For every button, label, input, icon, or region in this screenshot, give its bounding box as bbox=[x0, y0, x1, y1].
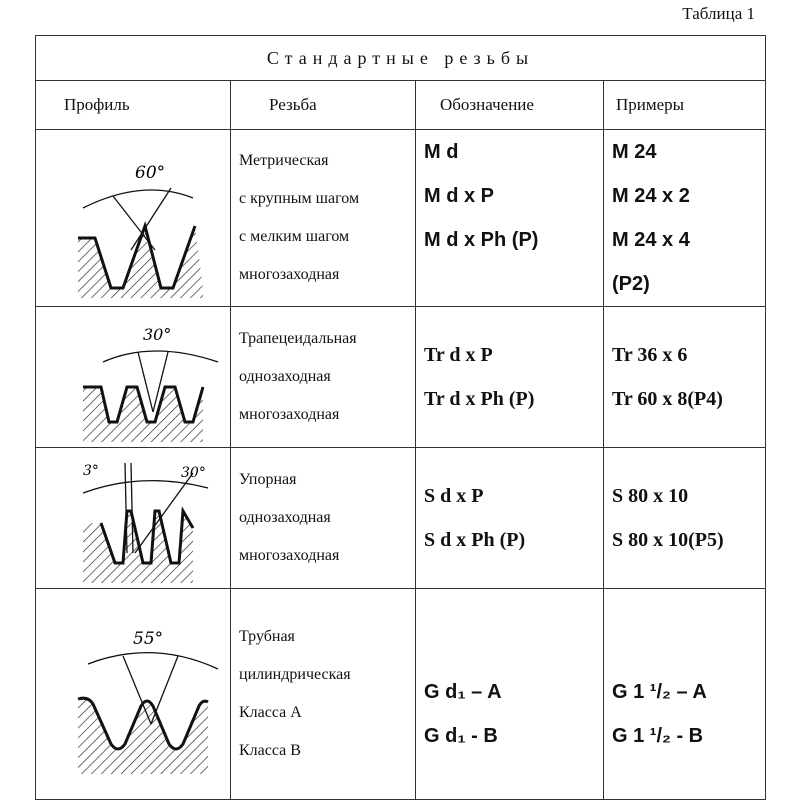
example: M 24 x 4 bbox=[612, 229, 690, 251]
example-cell bbox=[604, 130, 766, 307]
example-cell bbox=[604, 448, 766, 589]
thread-variant: многозаходная bbox=[239, 266, 340, 283]
table-row-trapezoidal bbox=[36, 307, 766, 448]
designation-cell bbox=[416, 130, 604, 307]
designation-cell bbox=[416, 448, 604, 589]
thread-variant: с крупным шагом bbox=[239, 190, 360, 207]
designation-cell bbox=[416, 307, 604, 448]
example: G 1 ¹/₂ - B bbox=[612, 725, 704, 747]
designation: S d x Ph (P) bbox=[424, 529, 526, 551]
thread-variant: однозаходная bbox=[239, 509, 331, 526]
header-thread: Резьба bbox=[231, 81, 416, 130]
example: M 24 bbox=[612, 141, 657, 163]
thread-name: Трапецеидальная bbox=[239, 330, 357, 347]
thread-variant: многозаходная bbox=[239, 406, 340, 423]
angle-label-left: 3° bbox=[83, 463, 99, 479]
example: Tr 36 x 6 bbox=[612, 344, 688, 366]
thread-variant: многозаходная bbox=[239, 547, 340, 564]
designation: M d x Ph (P) bbox=[424, 229, 539, 251]
header-examples: Примеры bbox=[604, 81, 766, 130]
table-row-pipe bbox=[36, 589, 766, 800]
thread-name: Метрическая bbox=[239, 152, 329, 169]
header-profile: Профиль bbox=[36, 81, 231, 130]
thread-name-cell bbox=[231, 307, 416, 448]
header-designation: Обозначение bbox=[416, 81, 604, 130]
designation: M d x P bbox=[424, 185, 495, 207]
example: S 80 x 10(P5) bbox=[612, 529, 724, 551]
threads-table bbox=[35, 35, 766, 800]
example: Tr 60 x 8(P4) bbox=[612, 388, 723, 410]
designation: Tr d x Ph (P) bbox=[424, 388, 535, 410]
example: G 1 ¹/₂ – A bbox=[612, 681, 707, 703]
designation-cell bbox=[416, 589, 604, 800]
designation: Tr d x P bbox=[424, 344, 493, 366]
designation: G d₁ – A bbox=[424, 681, 502, 703]
example: (P2) bbox=[612, 273, 650, 295]
thread-variant: цилиндрическая bbox=[239, 666, 351, 683]
thread-name-cell bbox=[231, 589, 416, 800]
table-row-buttress bbox=[36, 448, 766, 589]
example: S 80 x 10 bbox=[612, 485, 689, 507]
profile-cell bbox=[36, 589, 231, 800]
thread-variant: однозаходная bbox=[239, 368, 331, 385]
designation: M d bbox=[424, 141, 459, 163]
pipe-thread-profile-icon bbox=[43, 614, 223, 774]
trapezoidal-thread-profile-icon bbox=[43, 312, 223, 442]
profile-cell bbox=[36, 307, 231, 448]
angle-label: 30° bbox=[143, 325, 172, 344]
example: M 24 x 2 bbox=[612, 185, 690, 207]
angle-label: 55° bbox=[133, 629, 164, 649]
thread-variant: Класса А bbox=[239, 704, 302, 721]
angle-label: 60° bbox=[135, 163, 166, 183]
profile-cell bbox=[36, 448, 231, 589]
thread-name: Трубная bbox=[239, 628, 295, 645]
table-row-metric bbox=[36, 130, 766, 307]
table-label: Таблица 1 bbox=[682, 4, 755, 23]
table-title: Стандартные резьбы bbox=[36, 36, 766, 81]
metric-thread-profile-icon bbox=[43, 138, 223, 298]
example-cell bbox=[604, 307, 766, 448]
thread-name-cell bbox=[231, 448, 416, 589]
thread-name: Упорная bbox=[239, 471, 297, 488]
designation: S d x P bbox=[424, 485, 484, 507]
example-cell bbox=[604, 589, 766, 800]
designation: G d₁ - B bbox=[424, 725, 498, 747]
thread-variant: Класса В bbox=[239, 742, 301, 759]
buttress-thread-profile-icon bbox=[43, 453, 223, 583]
thread-name-cell bbox=[231, 130, 416, 307]
thread-variant: с мелким шагом bbox=[239, 228, 350, 245]
profile-cell bbox=[36, 130, 231, 307]
angle-label-right: 30° bbox=[181, 465, 206, 481]
